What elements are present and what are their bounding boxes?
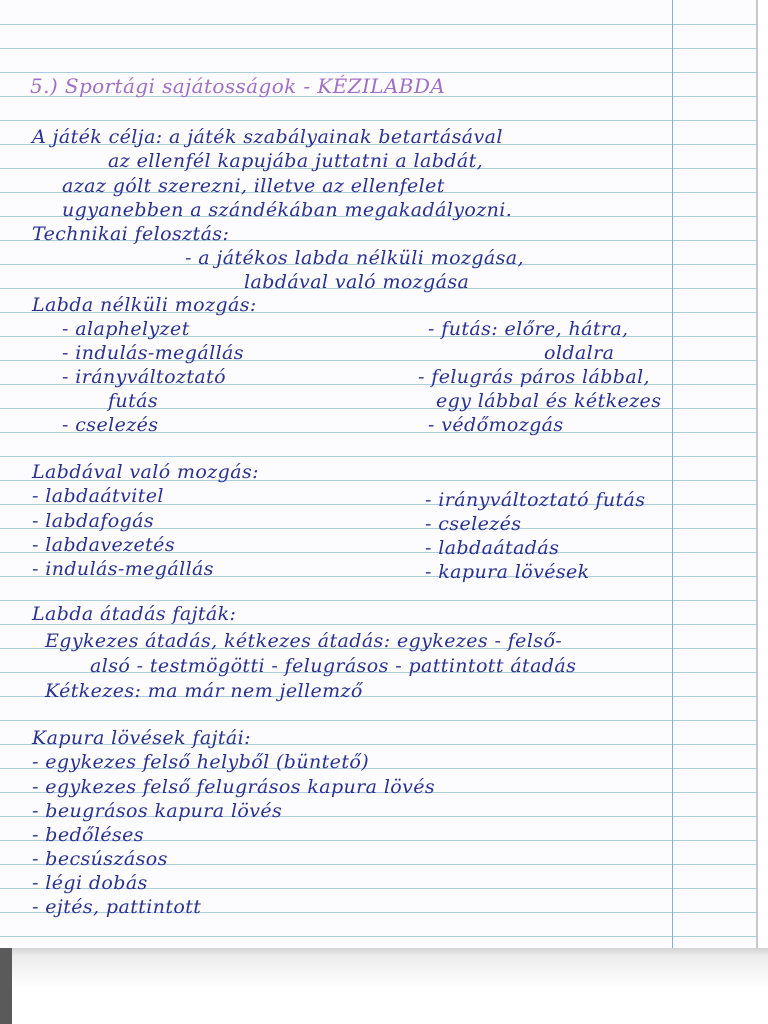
list-item: - indulás-megállás xyxy=(32,558,214,580)
list-item: futás xyxy=(108,390,158,412)
list-item: - labdaátvitel xyxy=(32,485,164,507)
section-heading-no-ball: Labda nélküli mozgás: xyxy=(32,294,257,316)
section-heading-with-ball: Labdával való mozgás: xyxy=(32,461,259,483)
goal-line-3: azaz gólt szerezni, illetve az ellenfelet xyxy=(62,175,445,197)
list-item: - felugrás páros lábbal, xyxy=(418,366,650,388)
technique-item-2: labdával való mozgása xyxy=(244,271,470,293)
list-item: - védőmozgás xyxy=(428,414,564,436)
list-item: - egykezes felső helyből (büntető) xyxy=(32,751,370,773)
list-item: - bedőléses xyxy=(32,824,144,846)
goal-line-1: A játék célja: a játék szabályainak betartásával xyxy=(32,126,503,148)
page-title: 5.) Sportági sajátosságok - KÉZILABDA xyxy=(30,74,446,98)
list-item: oldalra xyxy=(544,342,615,364)
list-item: - becsúszásos xyxy=(32,848,168,870)
margin-line xyxy=(672,0,673,948)
list-item: - légi dobás xyxy=(32,872,148,894)
page-edge xyxy=(756,0,758,948)
list-item: - irányváltoztató xyxy=(62,366,226,388)
scan-corner-shadow xyxy=(0,948,12,1024)
list-item: egy lábbal és kétkezes xyxy=(436,390,662,412)
list-item: - labdaátadás xyxy=(425,537,560,559)
technique-heading: Technikai felosztás: xyxy=(32,223,230,245)
list-item: - alaphelyzet xyxy=(62,318,190,340)
section-heading-passes: Labda átadás fajták: xyxy=(32,603,237,625)
list-item: - labdavezetés xyxy=(32,534,175,556)
pass-line-2: alsó - testmögötti - felugrásos - pattintott átadás xyxy=(90,655,577,677)
pass-line-1: Egykezes átadás, kétkezes átadás: egykezes - felső- xyxy=(45,630,563,652)
list-item: - labdafogás xyxy=(32,510,155,532)
list-item: - cselezés xyxy=(62,414,159,436)
technique-item-1: - a játékos labda nélküli mozgása, xyxy=(185,247,524,269)
list-item: - kapura lövések xyxy=(425,561,590,583)
list-item: - futás: előre, hátra, xyxy=(428,318,629,340)
section-heading-shots: Kapura lövések fajtái: xyxy=(32,727,251,749)
list-item: - beugrásos kapura lövés xyxy=(32,800,283,822)
goal-line-4: ugyanebben a szándékában megakadályozni. xyxy=(62,199,513,221)
list-item: - irányváltoztató futás xyxy=(425,489,646,511)
list-item: - egykezes felső felugrásos kapura lövés xyxy=(32,776,436,798)
pass-line-3: Kétkezes: ma már nem jellemző xyxy=(45,680,363,702)
list-item: - ejtés, pattintott xyxy=(32,896,202,918)
goal-line-2: az ellenfél kapujába juttatni a labdát, xyxy=(108,150,484,172)
list-item: - indulás-megállás xyxy=(62,342,244,364)
list-item: - cselezés xyxy=(425,513,522,535)
scan-bottom-shadow xyxy=(0,948,768,1024)
